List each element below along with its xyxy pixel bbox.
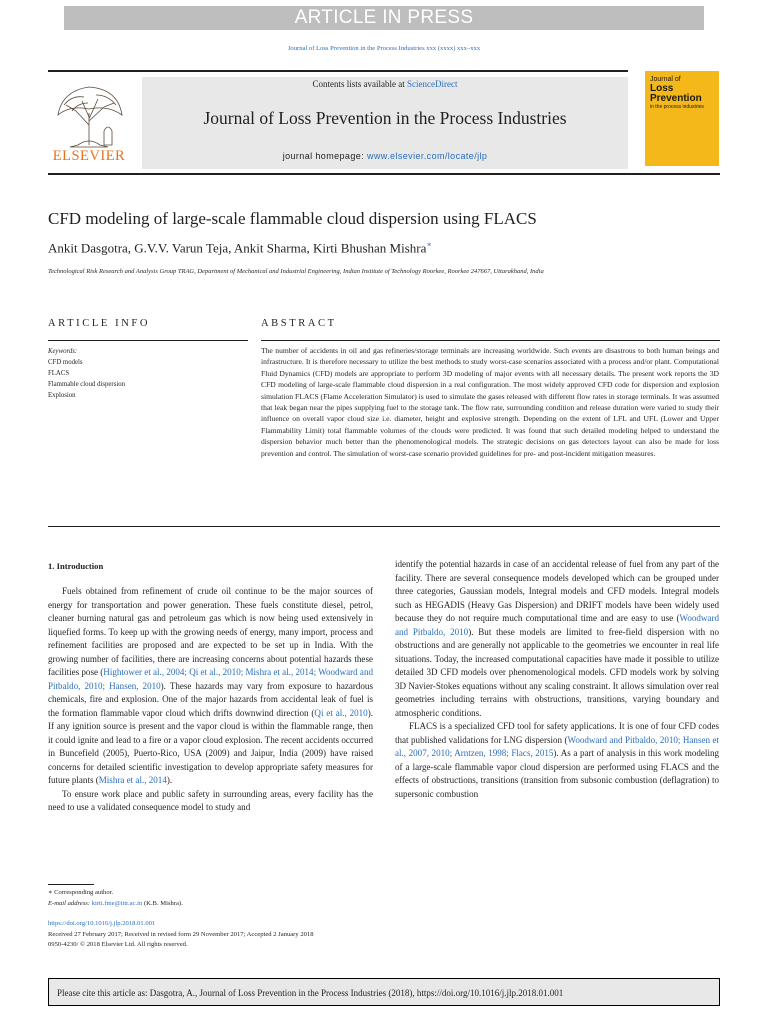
cover-title: Journal of Loss Prevention in the process industries [650, 76, 704, 110]
header-rule-bottom [48, 173, 720, 175]
elsevier-wordmark: ELSEVIER [52, 148, 126, 164]
citation-link[interactable]: Woodward and Pitbaldo, 2010 [395, 613, 719, 637]
journal-homepage: journal homepage: www.elsevier.com/locate/jlp [282, 151, 488, 161]
keywords-block [48, 346, 248, 401]
paper-title: CFD modeling of large-scale flammable cloud dispersion using FLACS [48, 209, 537, 228]
footnote [48, 887, 378, 909]
email-link[interactable]: kirti.fme@iitr.ac.in [91, 900, 143, 907]
keyword: Flammable cloud dispersion [48, 381, 126, 388]
abstract-bottom-rule [48, 526, 720, 527]
citation-link[interactable]: Qi et al., 2010 [314, 707, 368, 718]
footnote-rule [48, 884, 94, 885]
affiliation: Technological Risk Research and Analysis Group TRAG, Department of Mechanical and Industrial Engineering, Indian Institute of Technology Roorkee, Roorkee 247667, Uttarakhand, India [48, 268, 544, 275]
left-column [48, 585, 373, 815]
citation-link[interactable]: Mishra et al., 2014 [98, 775, 167, 785]
paragraph: identify the potential hazards in case of an accidental release of fuel from any part of the facility. There are several consequence models developed which can be grouped under three categories, Gaussian models, Integral models and CFD models. Integral models such as HEGADIS (Heavy Gas Dispersion) and DRIFT models have been widely used because they do not require much computational time and are easy to use (Woodward and Pitbaldo, 2010). But these models are limited to free-field dispersion with no obstructions and are generally not applicable to the geometries we encounter in real life situations. Today, the increased computational capacities have made it possible to utilize detailed 3D CFD models over phenomenological models. CFD models work by solving 3D Navier-Stokes equations without any scaling constraint. It allows simulation over real geometries including terrains with obstructions, transitions, varying boundary and atmospheric conditions. [395, 559, 719, 718]
abstract-rule [261, 340, 720, 341]
citation-link[interactable]: Woodward and Pitbaldo, 2010; Hansen et al., 2007, 2010; Arntzen, 1998; Flacs, 2015 [395, 734, 719, 758]
abstract-heading: ABSTRACT [261, 318, 337, 329]
article-in-press-banner: ARTICLE IN PRESS [64, 6, 704, 30]
doi-block [48, 919, 448, 951]
journal-reference-link[interactable]: Journal of Loss Prevention in the Process Industries xxx (xxxx) xxx–xxx [287, 45, 481, 52]
citation-box: Please cite this article as: Dasgotra, A., Journal of Loss Prevention in the Process Industries (2018), https://doi.org/10.1016/j.jlp.2018.01.001 [48, 978, 720, 1006]
right-column [395, 558, 719, 801]
received-dates: Received 27 February 2017; Received in revised form 29 November 2017; Accepted 2 January 2018 [48, 930, 314, 938]
article-info-rule [48, 340, 248, 341]
paragraph: To ensure work place and public safety in surrounding areas, every facility has the need to use a validated consequence model to study and [48, 788, 373, 812]
keyword: FLACS [48, 370, 70, 377]
corresponding-author-mark[interactable]: ∗ [426, 240, 432, 249]
keyword: CFD models [48, 359, 83, 366]
keyword: Explosion [48, 392, 76, 399]
citation-link[interactable]: Hightower et al., 2004; Qi et al., 2010; Mishra et al., 2014; Woodward and Pitbaldo, 2010; Hansen, 2010 [48, 667, 373, 691]
paragraph: Fuels obtained from refinement of crude oil continue to be the major sources of energy for transportation and power generation. These fuels constitute diesel, petrol, cleaner burning natural gas and petroleum gas which is now being used extensively in liquefied forms. To keep up with the growing needs of energy, many import, process and refinement facilities are proposed and are expected to be set up in India. With the growing number of facilities, there are increasing concerns about potential hazards these facilities pose (Hightower et al., 2004; Qi et al., 2010; Mishra et al., 2014; Woodward and Pitbaldo, 2010; Hansen, 2010). These hazards may vary from exposure to hazardous chemicals, fire and explosion. One of the major hazards from accidental leak of fuel is the formation flammable vapor cloud which drifts downwind direction (Qi et al., 2010). If any ignition source is present and the vapor cloud is within the flammable range, then it could ignite and lead to a fire or a vapor cloud explosion. The recent accidents occurred in Buncefield (2005), Puerto-Rico, USA (2009) and Jaipur, India (2009) have raised concerns for detailed scientific investigation to develop appropriate safety measures for future plants (Mishra et al., 2014). [48, 586, 373, 785]
section-heading-introduction: 1. Introduction [48, 561, 104, 571]
paragraph: FLACS is a specialized CFD tool for safety applications. It is one of four CFD codes that published validations for LNG dispersion (Woodward and Pitbaldo, 2010; Hansen et al., 2007, 2010; Arntzen, 1998; Flacs, 2015). As a part of analysis in this work modeling of a large-scale flammable vapor cloud dispersion are performed using FLACS and the effects of obstructions, transitions (transition from subsonic combustion (deflagration) to supersonic combustion [395, 721, 720, 799]
homepage-link[interactable]: www.elsevier.com/locate/jlp [366, 151, 488, 161]
article-info-heading: ARTICLE INFO [48, 318, 151, 329]
issn-copyright: 0950-4230/ © 2018 Elsevier Ltd. All rights reserved. [48, 941, 188, 948]
sciencedirect-link[interactable]: ScienceDirect [407, 79, 458, 89]
doi-link[interactable]: https://doi.org/10.1016/j.jlp.2018.01.001 [48, 920, 156, 927]
email-line: E-mail address: kirti.fme@iitr.ac.in (K.B. Mishra). [48, 900, 183, 907]
corresponding-author-note: ∗ Corresponding author. [48, 889, 114, 896]
header-rule-top [48, 70, 628, 72]
abstract-text: The number of accidents in oil and gas refineries/storage terminals are increasing worldwide. Such events are disastrous to both human beings and infrastructure. It is therefore necessary to utilize the best methods to study worst-case scenarios associated with a process and/or plant. Computational Fluid Dynamics (CFD) models are appropriate to perform 3D modeling of major events with all necessary details. The present work reports the 3D CFD modeling of large-scale flammable cloud dispersion in a real configuration. The most widely approved CFD code for dispersion and explosion simulation FLACS (Flame Acceleration Simulator) is used to simulate the gases released with different flow rates in storage terminals. It was assumed that leak began near the pipes supplying fuel to the storage tank. The flow rate, surrounding condition and release duration were varied to study their influence on overall vapor cloud size i.e. diameter, height and explosive strength. Depending on the extent of LFL and UFL (Lower and Upper Flammability Limit) total flammable volumes of the clouds were predicted. It was found that such detailed modeling helped to understand the dispersion behavior much better than the phenomenological models. The strategic decisions on gas detectors layout can also be made for loss prevention and control. The simulation of worst-case scenario provided guidelines for pre- and post-incident mitigation measures. [261, 346, 719, 458]
contents-line: Contents lists available at ScienceDirect [312, 79, 458, 89]
journal-title: Journal of Loss Prevention in the Process Industries [203, 108, 567, 128]
keywords-label: Keywords: [48, 348, 78, 355]
author-list: Ankit Dasgotra, G.V.V. Varun Teja, Ankit Sharma, Kirti Bhushan Mishra∗ [48, 240, 432, 256]
